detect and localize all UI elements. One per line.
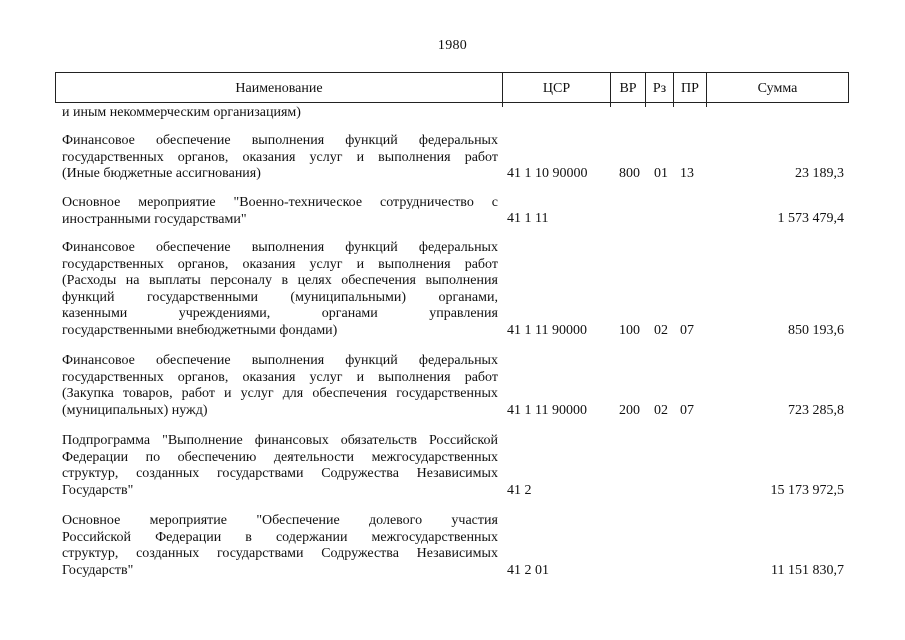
word: по bbox=[145, 449, 161, 465]
word: и bbox=[356, 256, 365, 272]
table-header bbox=[55, 72, 849, 103]
row-sum: 850 193,6 bbox=[788, 323, 844, 339]
word: управления bbox=[429, 306, 498, 322]
row-name-line: Государств" bbox=[62, 482, 134, 498]
word: Основное bbox=[62, 513, 121, 528]
word: государствами bbox=[216, 466, 304, 482]
row-csr: 41 1 10 90000 bbox=[507, 166, 588, 182]
word: обеспечению bbox=[177, 449, 257, 465]
word: Федерации bbox=[155, 529, 222, 545]
row-name-line: Государств" bbox=[62, 562, 134, 578]
word: услуг bbox=[309, 256, 343, 272]
word: созданных bbox=[136, 466, 200, 482]
word: и bbox=[356, 369, 365, 385]
row-pr: 13 bbox=[680, 166, 694, 182]
header-vr: ВР bbox=[611, 73, 646, 102]
word: органами, bbox=[438, 289, 498, 305]
word: Содружества bbox=[321, 546, 399, 562]
row-name bbox=[62, 195, 498, 228]
word: обеспечения bbox=[312, 386, 388, 402]
word: государственных bbox=[62, 149, 164, 165]
row-name-line bbox=[62, 386, 498, 403]
table-row bbox=[62, 195, 852, 228]
table-row bbox=[62, 133, 852, 183]
word: структур, bbox=[62, 546, 119, 562]
word: товаров, bbox=[122, 386, 173, 402]
row-name bbox=[62, 133, 498, 183]
word: Подпрограмма bbox=[62, 433, 151, 448]
word: государственных bbox=[62, 369, 164, 385]
word: функций bbox=[345, 353, 398, 368]
word: на bbox=[125, 273, 140, 289]
word: органов, bbox=[177, 149, 229, 165]
word: сотрудничество bbox=[380, 195, 474, 210]
row-sum: 723 285,8 bbox=[788, 403, 844, 419]
row-name-line bbox=[62, 133, 498, 150]
row-name-line bbox=[62, 466, 498, 483]
row-name-line bbox=[62, 530, 498, 547]
word: межгосударственных bbox=[371, 449, 498, 465]
word: выплаты bbox=[148, 273, 201, 289]
row-vr: 200 bbox=[619, 403, 640, 419]
word: персоналу bbox=[210, 273, 273, 289]
word: с bbox=[491, 195, 498, 210]
row-rz: 01 bbox=[654, 166, 668, 182]
row-rz: 02 bbox=[654, 403, 668, 419]
word: и bbox=[356, 149, 365, 165]
row-csr: 41 1 11 90000 bbox=[507, 403, 587, 419]
word: выполнения bbox=[251, 133, 325, 148]
word: выполнения bbox=[378, 369, 451, 385]
word: структур, bbox=[62, 466, 119, 482]
word: оказания bbox=[242, 256, 296, 272]
row-name-line bbox=[62, 257, 498, 274]
row-name-line bbox=[62, 290, 498, 307]
table-row bbox=[62, 513, 852, 580]
row-name-line bbox=[62, 195, 498, 212]
word: выполнения bbox=[378, 149, 451, 165]
header-csr: ЦСР bbox=[503, 73, 611, 102]
header-rz: Рз bbox=[646, 73, 674, 102]
word: для bbox=[282, 386, 304, 402]
header-sum: Сумма bbox=[757, 81, 798, 96]
word: Федерации bbox=[62, 449, 129, 465]
word: участия bbox=[451, 513, 498, 528]
word: Финансовое bbox=[62, 240, 135, 255]
word: выполнения bbox=[251, 353, 325, 368]
word: в bbox=[245, 529, 252, 545]
row-pr: 07 bbox=[680, 403, 694, 419]
word: услуг bbox=[240, 386, 274, 402]
word: Содружества bbox=[321, 466, 399, 482]
word: и bbox=[224, 386, 232, 402]
row-name-line bbox=[62, 353, 498, 370]
row-csr: 41 1 11 bbox=[507, 211, 549, 227]
row-name-line bbox=[62, 306, 498, 323]
word: Российской bbox=[62, 529, 131, 545]
word: обеспечение bbox=[156, 133, 231, 148]
word: Финансовое bbox=[62, 133, 135, 148]
row-name bbox=[62, 433, 498, 499]
word: межгосударственных bbox=[371, 529, 498, 545]
word: государственных bbox=[396, 386, 498, 402]
word: выполнения bbox=[251, 240, 325, 255]
word: созданных bbox=[136, 546, 200, 562]
word: "Военно-техническое bbox=[233, 195, 363, 210]
word: Независимых bbox=[416, 466, 498, 482]
word: обеспечение bbox=[156, 240, 231, 255]
row-name bbox=[62, 513, 498, 579]
word: органов, bbox=[177, 369, 229, 385]
word: выполнения bbox=[425, 273, 498, 289]
word: (Закупка bbox=[62, 386, 114, 402]
table-row bbox=[62, 105, 852, 122]
word: работ bbox=[181, 386, 215, 402]
row-name-line bbox=[62, 433, 498, 450]
row-name-line: государственными внебюджетными фондами) bbox=[62, 322, 338, 338]
word: (Расходы bbox=[62, 273, 117, 289]
word: (муниципальными) bbox=[290, 289, 407, 305]
word: работ bbox=[464, 149, 498, 165]
word: мероприятие bbox=[138, 195, 216, 210]
word: Основное bbox=[62, 195, 121, 210]
word: обеспечения bbox=[341, 273, 416, 289]
row-name bbox=[62, 105, 498, 122]
row-name-line: (муниципальных) нужд) bbox=[62, 402, 208, 418]
word: услуг bbox=[309, 149, 343, 165]
row-name bbox=[62, 353, 498, 419]
word: государственных bbox=[62, 256, 164, 272]
word: целях bbox=[297, 273, 332, 289]
row-name-line: иностранными государствами" bbox=[62, 211, 247, 227]
word: "Выполнение bbox=[162, 433, 243, 448]
row-csr: 41 2 bbox=[507, 483, 532, 499]
word: функций bbox=[62, 289, 115, 305]
word: федеральных bbox=[418, 240, 498, 255]
row-name-line bbox=[62, 546, 498, 563]
row-sum: 11 151 830,7 bbox=[771, 563, 844, 579]
word: Независимых bbox=[416, 546, 498, 562]
word: Российской bbox=[428, 433, 498, 448]
row-sum: 1 573 479,4 bbox=[777, 211, 844, 227]
word: мероприятие bbox=[149, 513, 227, 528]
word: выполнения bbox=[378, 256, 451, 272]
header-name: Наименование bbox=[56, 73, 503, 102]
word: государственными bbox=[146, 289, 258, 305]
header-pr: ПР bbox=[674, 73, 707, 102]
row-name-line bbox=[62, 450, 498, 467]
row-sum: 23 189,3 bbox=[795, 166, 844, 182]
row-name-line bbox=[62, 513, 498, 530]
row-name-line bbox=[62, 273, 498, 290]
word: оказания bbox=[242, 369, 296, 385]
word: обеспечение bbox=[156, 353, 231, 368]
row-rz: 02 bbox=[654, 323, 668, 339]
word: функций bbox=[345, 240, 398, 255]
word: оказания bbox=[242, 149, 296, 165]
word: Финансовое bbox=[62, 353, 135, 368]
word: услуг bbox=[309, 369, 343, 385]
word: работ bbox=[464, 256, 498, 272]
word: деятельности bbox=[273, 449, 355, 465]
table-row bbox=[62, 353, 852, 420]
row-name-line: (Иные бюджетные ассигнования) bbox=[62, 166, 261, 182]
word: работ bbox=[464, 369, 498, 385]
row-name-line bbox=[62, 150, 498, 167]
row-csr: 41 2 01 bbox=[507, 563, 549, 579]
word: долевого bbox=[369, 513, 423, 528]
word: функций bbox=[345, 133, 398, 148]
word: казенными bbox=[62, 306, 128, 322]
row-name bbox=[62, 240, 498, 340]
row-pr: 07 bbox=[680, 323, 694, 339]
word: федеральных bbox=[418, 353, 498, 368]
word: в bbox=[281, 273, 289, 289]
word: государствами bbox=[216, 546, 304, 562]
row-name-line bbox=[62, 370, 498, 387]
page-number: 1980 bbox=[437, 38, 468, 53]
word: содержании bbox=[275, 529, 348, 545]
word: федеральных bbox=[418, 133, 498, 148]
word: обязательств bbox=[340, 433, 417, 448]
row-name-line bbox=[62, 240, 498, 257]
word: финансовых bbox=[254, 433, 329, 448]
table-row bbox=[62, 433, 852, 500]
row-vr: 100 bbox=[619, 323, 640, 339]
row-vr: 800 bbox=[619, 166, 640, 182]
row-sum: 15 173 972,5 bbox=[770, 483, 844, 499]
word: учреждениями, bbox=[178, 306, 271, 322]
table-row bbox=[62, 240, 852, 340]
row-name-line: и иным некоммерческим организациям) bbox=[62, 105, 301, 120]
word: "Обеспечение bbox=[256, 513, 340, 528]
word: органов, bbox=[177, 256, 229, 272]
row-csr: 41 1 11 90000 bbox=[507, 323, 587, 339]
word: органами bbox=[321, 306, 378, 322]
